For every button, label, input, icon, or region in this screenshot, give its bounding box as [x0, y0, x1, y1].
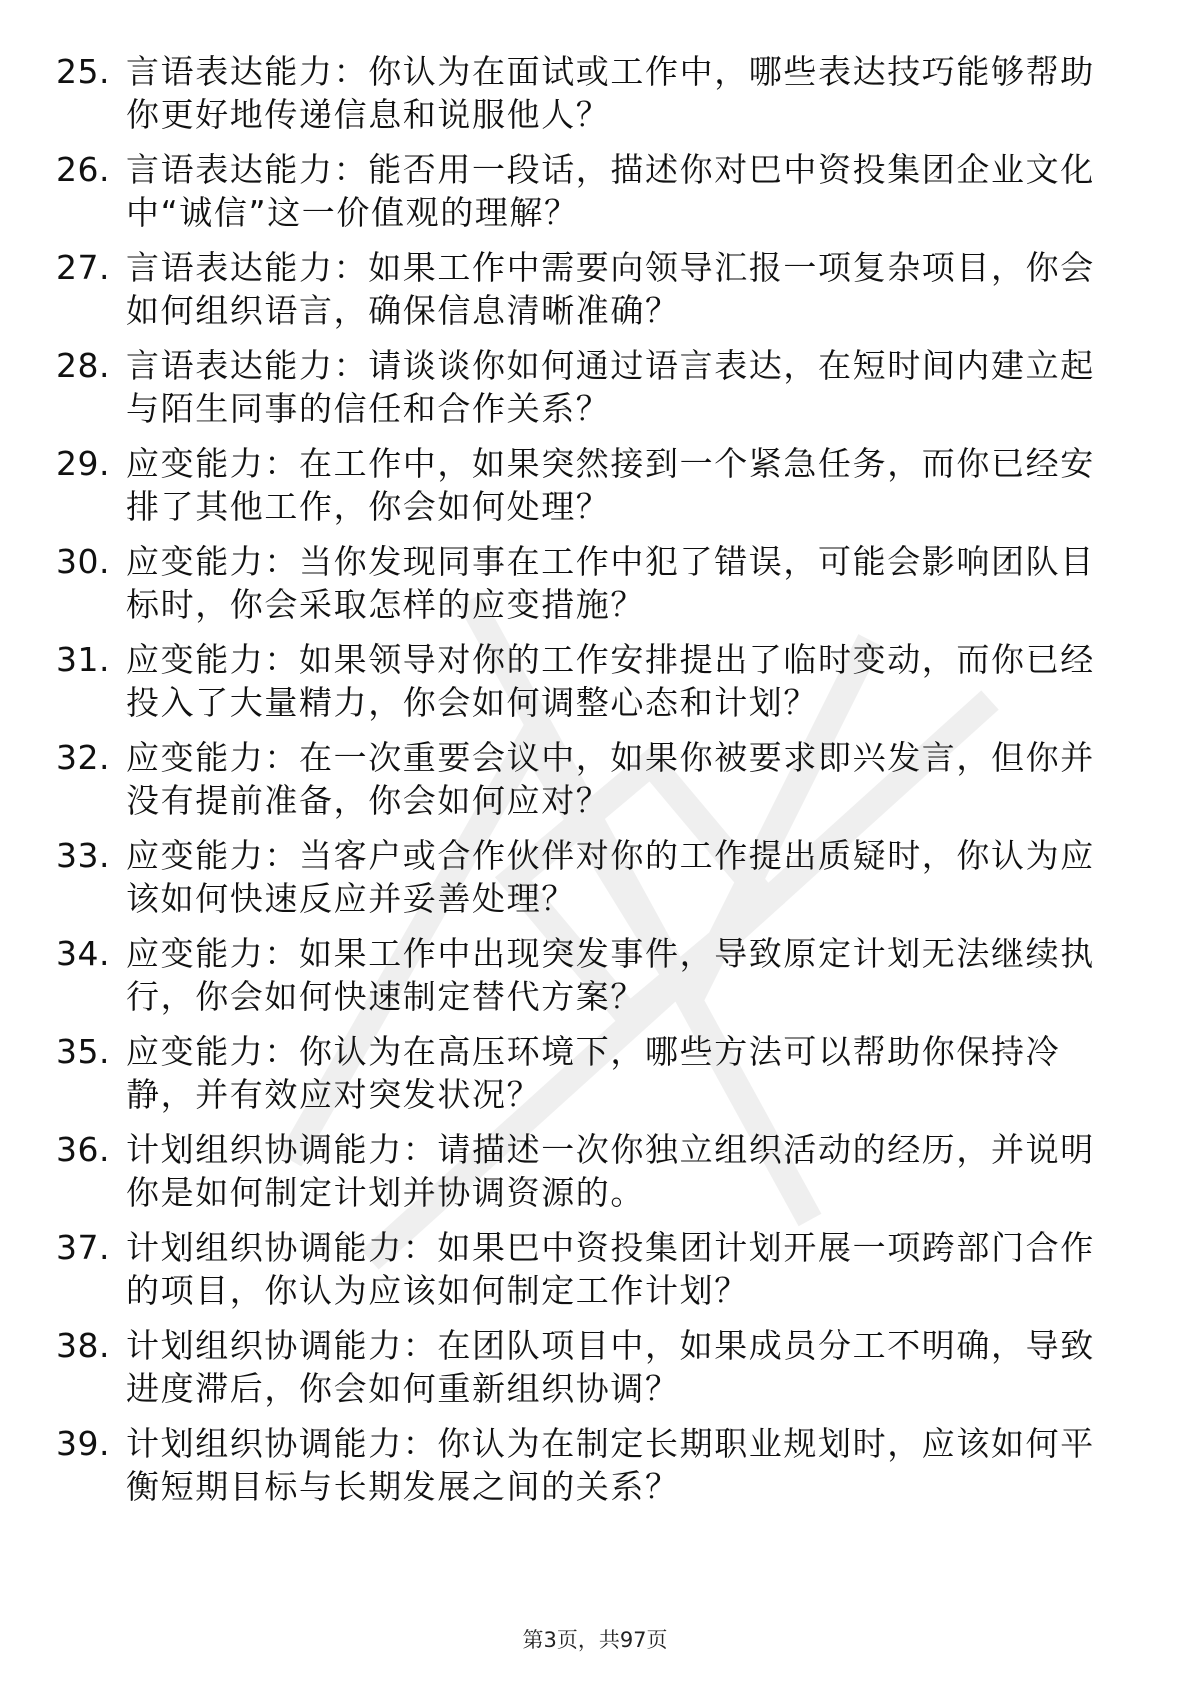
list-item [56, 834, 1136, 932]
question-number: 33. [56, 836, 110, 875]
question-number: 32. [56, 738, 110, 777]
question-text: 应变能力：在工作中，如果突然接到一个紧急任务，而你已经安排了其他工作，你会如何处理？ [126, 444, 1095, 526]
question-text: 言语表达能力：如果工作中需要向领导汇报一项复杂项目，你会如何组织语言，确保信息清晰准确？ [126, 248, 1095, 330]
list-item [56, 1128, 1136, 1226]
question-number: 26. [56, 150, 110, 189]
list-item [56, 736, 1136, 834]
question-text: 应变能力：当客户或合作伙伴对你的工作提出质疑时，你认为应该如何快速反应并妥善处理？ [126, 836, 1095, 918]
list-item [56, 932, 1136, 1030]
list-item [56, 148, 1136, 246]
question-number: 25. [56, 52, 110, 91]
list-item [56, 540, 1136, 638]
question-text: 计划组织协调能力：如果巴中资投集团计划开展一项跨部门合作的项目，你认为应该如何制定工作计划？ [126, 1228, 1095, 1310]
question-number: 27. [56, 248, 110, 287]
question-number: 37. [56, 1228, 110, 1267]
question-text: 应变能力：在一次重要会议中，如果你被要求即兴发言，但你并没有提前准备，你会如何应对？ [126, 738, 1095, 820]
question-text: 应变能力：你认为在高压环境下，哪些方法可以帮助你保持冷静，并有效应对突发状况？ [126, 1032, 1061, 1114]
question-number: 38. [56, 1326, 110, 1365]
question-text: 应变能力：当你发现同事在工作中犯了错误，可能会影响团队目标时，你会采取怎样的应变措施？ [126, 542, 1095, 624]
question-text: 计划组织协调能力：你认为在制定长期职业规划时，应该如何平衡短期目标与长期发展之间的关系？ [126, 1424, 1095, 1506]
list-item [56, 1324, 1136, 1422]
question-text: 应变能力：如果领导对你的工作安排提出了临时变动，而你已经投入了大量精力，你会如何调整心态和计划？ [126, 640, 1095, 722]
question-number: 29. [56, 444, 110, 483]
list-item [56, 638, 1136, 736]
question-number: 39. [56, 1424, 110, 1463]
question-number: 36. [56, 1130, 110, 1169]
question-text: 计划组织协调能力：在团队项目中，如果成员分工不明确，导致进度滞后，你会如何重新组织协调？ [126, 1326, 1095, 1408]
list-item [56, 1226, 1136, 1324]
question-number: 30. [56, 542, 110, 581]
list-item [56, 50, 1136, 148]
question-number: 31. [56, 640, 110, 679]
question-text: 应变能力：如果工作中出现突发事件，导致原定计划无法继续执行，你会如何快速制定替代方案？ [126, 934, 1095, 1016]
question-text: 言语表达能力：请谈谈你如何通过语言表达，在短时间内建立起与陌生同事的信任和合作关系？ [126, 346, 1095, 428]
list-item [56, 1030, 1136, 1128]
question-text: 言语表达能力：能否用一段话，描述你对巴中资投集团企业文化中“诚信”这一价值观的理解？ [126, 150, 1095, 232]
question-number: 28. [56, 346, 110, 385]
question-number: 35. [56, 1032, 110, 1071]
list-item [56, 344, 1136, 442]
list-item [56, 442, 1136, 540]
list-item [56, 1422, 1136, 1520]
list-item [56, 246, 1136, 344]
question-text: 计划组织协调能力：请描述一次你独立组织活动的经历，并说明你是如何制定计划并协调资源的。 [126, 1130, 1095, 1212]
page-footer: 第3页，共97页 [522, 1628, 668, 1652]
question-list [56, 50, 1136, 1520]
question-text: 言语表达能力：你认为在面试或工作中，哪些表达技巧能够帮助你更好地传递信息和说服他人？ [126, 52, 1095, 134]
question-number: 34. [56, 934, 110, 973]
